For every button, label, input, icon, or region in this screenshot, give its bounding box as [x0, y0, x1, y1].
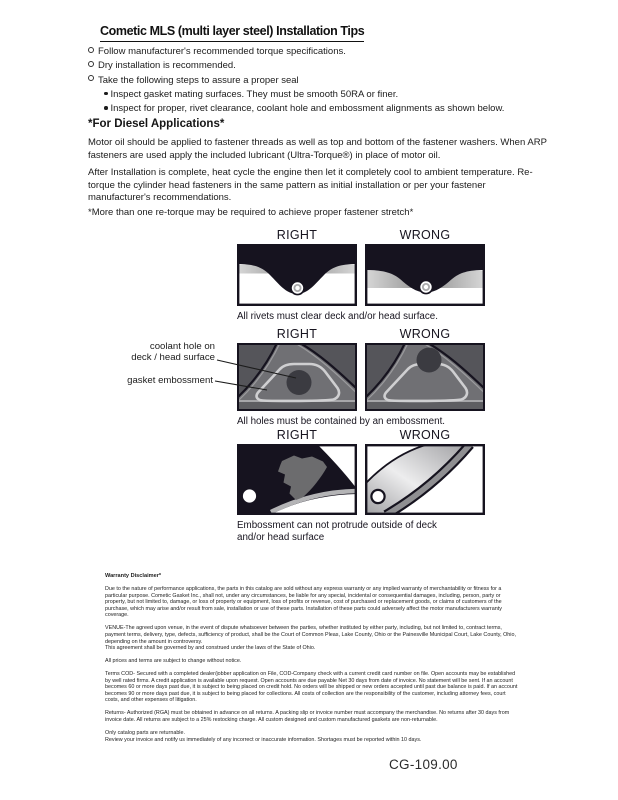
figure-embossment-protrusion [237, 428, 489, 543]
page-number: CG-109.00 [389, 757, 458, 772]
diesel-paragraph: Motor oil should be applied to fastener threads as well as top and bottom of the fastener washers. When ARP fasteners are used apply the included lubricant (Ultra-Torque®) in place of motor oil. [88, 137, 547, 161]
tip-text: Take the following steps to assure a proper seal [98, 74, 299, 86]
list-item [88, 74, 558, 88]
tip-text: Follow manufacturer's recommended torque specifications. [98, 46, 346, 57]
open-bullet-icon [88, 61, 94, 67]
fig-holes-wrong-panel [365, 343, 485, 411]
warranty-paragraph: This agreement shall be governed by and construed under the laws of the State of Ohio. [105, 645, 316, 652]
fig-rivet-wrong-panel [365, 244, 485, 306]
list-item [88, 45, 558, 59]
right-label: RIGHT [276, 228, 318, 242]
fig-embossment-right-panel [237, 444, 357, 515]
warranty-paragraph: All prices and terms are subject to change without notice. [105, 658, 242, 665]
warranty-paragraph: Due to the nature of performance applications, the parts in this catalog are sold without any express warranty or any implied warranty of merchantability or fitness for a particular purpose. Cometic Gasket Inc., shall not, under any circumstances, be liable for any special, incidental or consequential damages, including, person, party or property, but not limited to, damage, or loss of property or equipment, loss of profits or revenue, cost of purchased or replacement goods, or claims of customers of the purchase, which may arise and/or result from sale, installation or use of these parts. Installation of these parts could adversely affect the motor manufacturers warranty coverage. [105, 586, 502, 619]
page-title [100, 22, 364, 42]
figure-caption: All holes must be contained by an embossment. [237, 416, 446, 427]
tip-text: Inspect for proper, rivet clearance, coolant hole and embossment alignments as shown below. [110, 103, 505, 115]
warranty-heading: Warranty Disclaimer* [105, 573, 162, 579]
page-title-text: Cometic MLS (multi layer steel) Installation Tips [100, 24, 364, 42]
tip-text: Inspect gasket mating surfaces. They must be smooth 50RA or finer. [110, 88, 399, 100]
warranty-paragraph: Review your invoice and notify us immediately of any incorrect or inaccurate information. Shortages must be reported within 10 days. [105, 736, 422, 743]
open-bullet-icon [88, 75, 94, 81]
warranty-disclaimer-block [105, 573, 518, 750]
tip-text: Dry installation is recommended. [98, 60, 236, 72]
gasket-embossment-annotation: gasket embossment [127, 375, 213, 386]
installation-tips-list [88, 45, 558, 116]
retorque-note: *More than one re-torque may be required to achieve proper fastener stretch* [88, 207, 414, 218]
right-label: RIGHT [276, 327, 318, 341]
list-item [104, 102, 558, 116]
warranty-paragraph: VENUE-The agreed upon venue, in the event of dispute whatsoever between the parties, whether instituted by either party, including, but not limited to, contract terms, payment terms, delivery, type, defects, sufficiency of product, shall be the Court of Common Pleas, Lake County, Ohio or the Painesville Municipal Court, Lake County, Ohio, depending on the amount in controversy. [105, 625, 516, 645]
right-label: RIGHT [276, 428, 318, 442]
warranty-paragraph: Terms COD- Secured with a completed dealer/jobber application on File, COD-Company check with a current credit card number on file. Open accounts may be established by well rated firms. A credit application is available upon request. Open accounts are due payable Net 30 days from date of invoice. No statement will be sent. If an account becomes 60 or more days past due, it is subject to being placed on credit hold. No orders will be shipped or new orders accepted until past due balance is paid. If an account becomes 90 or more days past due, it is subject to being placed for collections. All costs of collection are the responsibility of the customer, including attorney fees, court costs, and other expenses of litigation. [105, 671, 518, 704]
list-item [104, 88, 558, 102]
wrong-label: WRONG [399, 428, 451, 442]
fig-embossment-wrong-panel [365, 444, 485, 515]
warranty-paragraph: Only catalog parts are returnable. [105, 730, 186, 737]
open-bullet-icon [88, 47, 94, 53]
coolant-hole-annotation [105, 341, 215, 363]
figure-hole-embossment [237, 327, 489, 427]
filled-bullet-icon [104, 92, 108, 96]
warranty-paragraph: Returns- Authorized (RGA) must be obtained in advance on all returns. A packing slip or invoice number must accompany the merchandise. No returns after 30 days from invoice date. All returns are subject to a 25% restocking charge. All custom designed and custom manufactured gaskets are non-returnable. [105, 710, 510, 724]
annotation-line: deck / head surface [131, 352, 215, 363]
fig-holes-right-panel [237, 343, 357, 411]
list-item [88, 59, 558, 73]
diesel-applications-heading: *For Diesel Applications* [88, 118, 225, 130]
wrong-label: WRONG [399, 327, 451, 341]
annotation-line: coolant hole on [149, 341, 215, 352]
figure-caption: Embossment can not protrude outside of deck and/or head surface [237, 520, 437, 543]
fig-rivet-right-panel [237, 244, 357, 306]
figure-rivet-clearance [237, 228, 489, 322]
figure-caption: All rivets must clear deck and/or head surface. [237, 311, 438, 322]
wrong-label: WRONG [399, 228, 451, 242]
filled-bullet-icon [104, 106, 108, 110]
diesel-paragraph: After Installation is complete, heat cycle the engine then let it completely cool to ambient temperature. Re-torque the cylinder head fasteners in the same pattern as initial installation or per your fastener manufacturer's recommendations. [88, 167, 533, 204]
